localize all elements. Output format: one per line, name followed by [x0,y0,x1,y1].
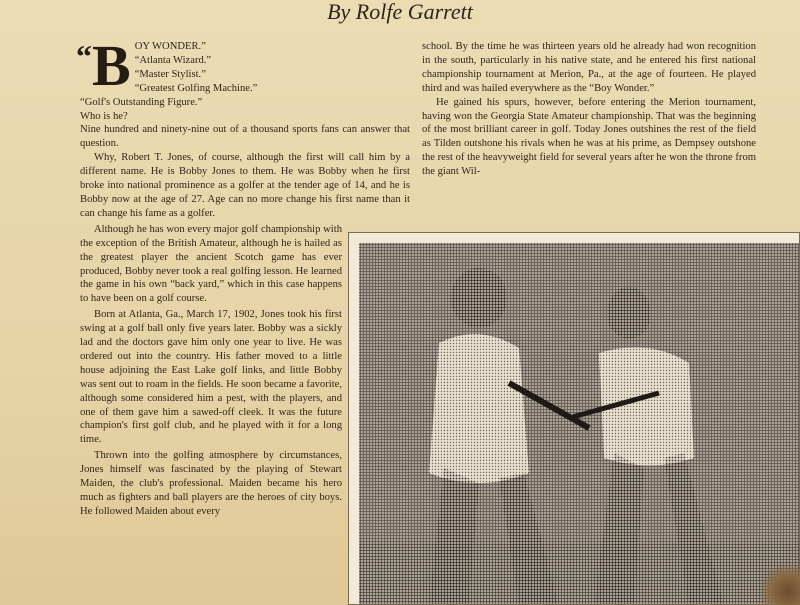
opening-quote: “ [76,38,92,74]
photo-image-area [359,243,799,604]
paragraph: Thrown into the golfing atmosphere by circumstances, Jones himself was fascinated by the playing of Stewart Maiden, the club's professional. Maiden became his hero much as fighters and ball players are the heroes of city boys. He followed Maiden about every [80,450,342,517]
nickname-outstanding-figure: “Golf's Outstanding Figure.” [80,96,203,108]
drop-cap [76,33,131,98]
byline: By Rolfe Garrett [327,0,473,24]
nickname-list [76,33,410,123]
paragraph: Although he has won every major golf championship with the exception of the British Amateur, although he is hailed as the greatest player the ancient Scotch game has ever produced, Bobby never took a real golfing lesson. He learned the game in his own “back yard,” which in this case happens to have been on a golf course. [80,223,342,305]
paragraph: Born at Atlanta, Ga., March 17, 1902, Jones took his first swing at a golf ball only five years later. Bobby was a sickly lad and the doctors gave him only one year to live. He was ordered out into the country. His father moved to a little house adjoining the East Lake golf links, and little Bobby was sent out to roam in the fields. He soon became a favorite, although some considered him a pest, with the players, and one of them gave him a sawed-off cleek. It was the future champion's first golf club, and he played with it for a long time. [80,309,342,446]
page-stain [760,560,800,605]
paragraph: school. By the time he was thirteen years old he already had won recognition in the south, particularly in his native state, and he entered his first national championship tournament at Merion, Pa., at the age of fourteen. He played third and was hailed everywhere as the “Boy Wonder.” [422,41,756,94]
nickname-atlanta-wizard: “Atlanta Wizard.” [134,54,212,66]
golfer-figure-illustration [359,243,799,604]
article-column-right [422,40,756,179]
who-question: Who is he? [80,110,128,122]
paragraph: Why, Robert T. Jones, of course, although the first will call him by a different name. He is Bobby Jones to them. He was Bobby when he first broke into national prominence as a golfer at the tender age of 14, and he is Bobby now at the age of 27. Age can no more change his first name than it can change his fame as a golfer. [80,152,410,219]
paragraph: Nine hundred and ninety-nine out of a thousand sports fans can answer that question. [80,124,410,150]
nickname-golfing-machine: “Greatest Golfing Machine.” [134,82,258,94]
nickname-boy-wonder: OY WONDER.” [134,41,206,52]
halftone-photo [348,232,800,605]
drop-cap-letter: B [92,33,131,98]
paragraph: He gained his spurs, however, before entering the Merion tournament, having won the Georgia State Amateur championship. That was the beginning of the most brilliant career in golf. Today Jones outshines the rest of the field as Tilden outshone his rivals when he was at his prime, as Dempsey outshone the rest of the heavyweight field for several years after he won the throne from the giant Wil- [422,96,756,178]
nickname-master-stylist: “Master Stylist.” [134,68,206,80]
